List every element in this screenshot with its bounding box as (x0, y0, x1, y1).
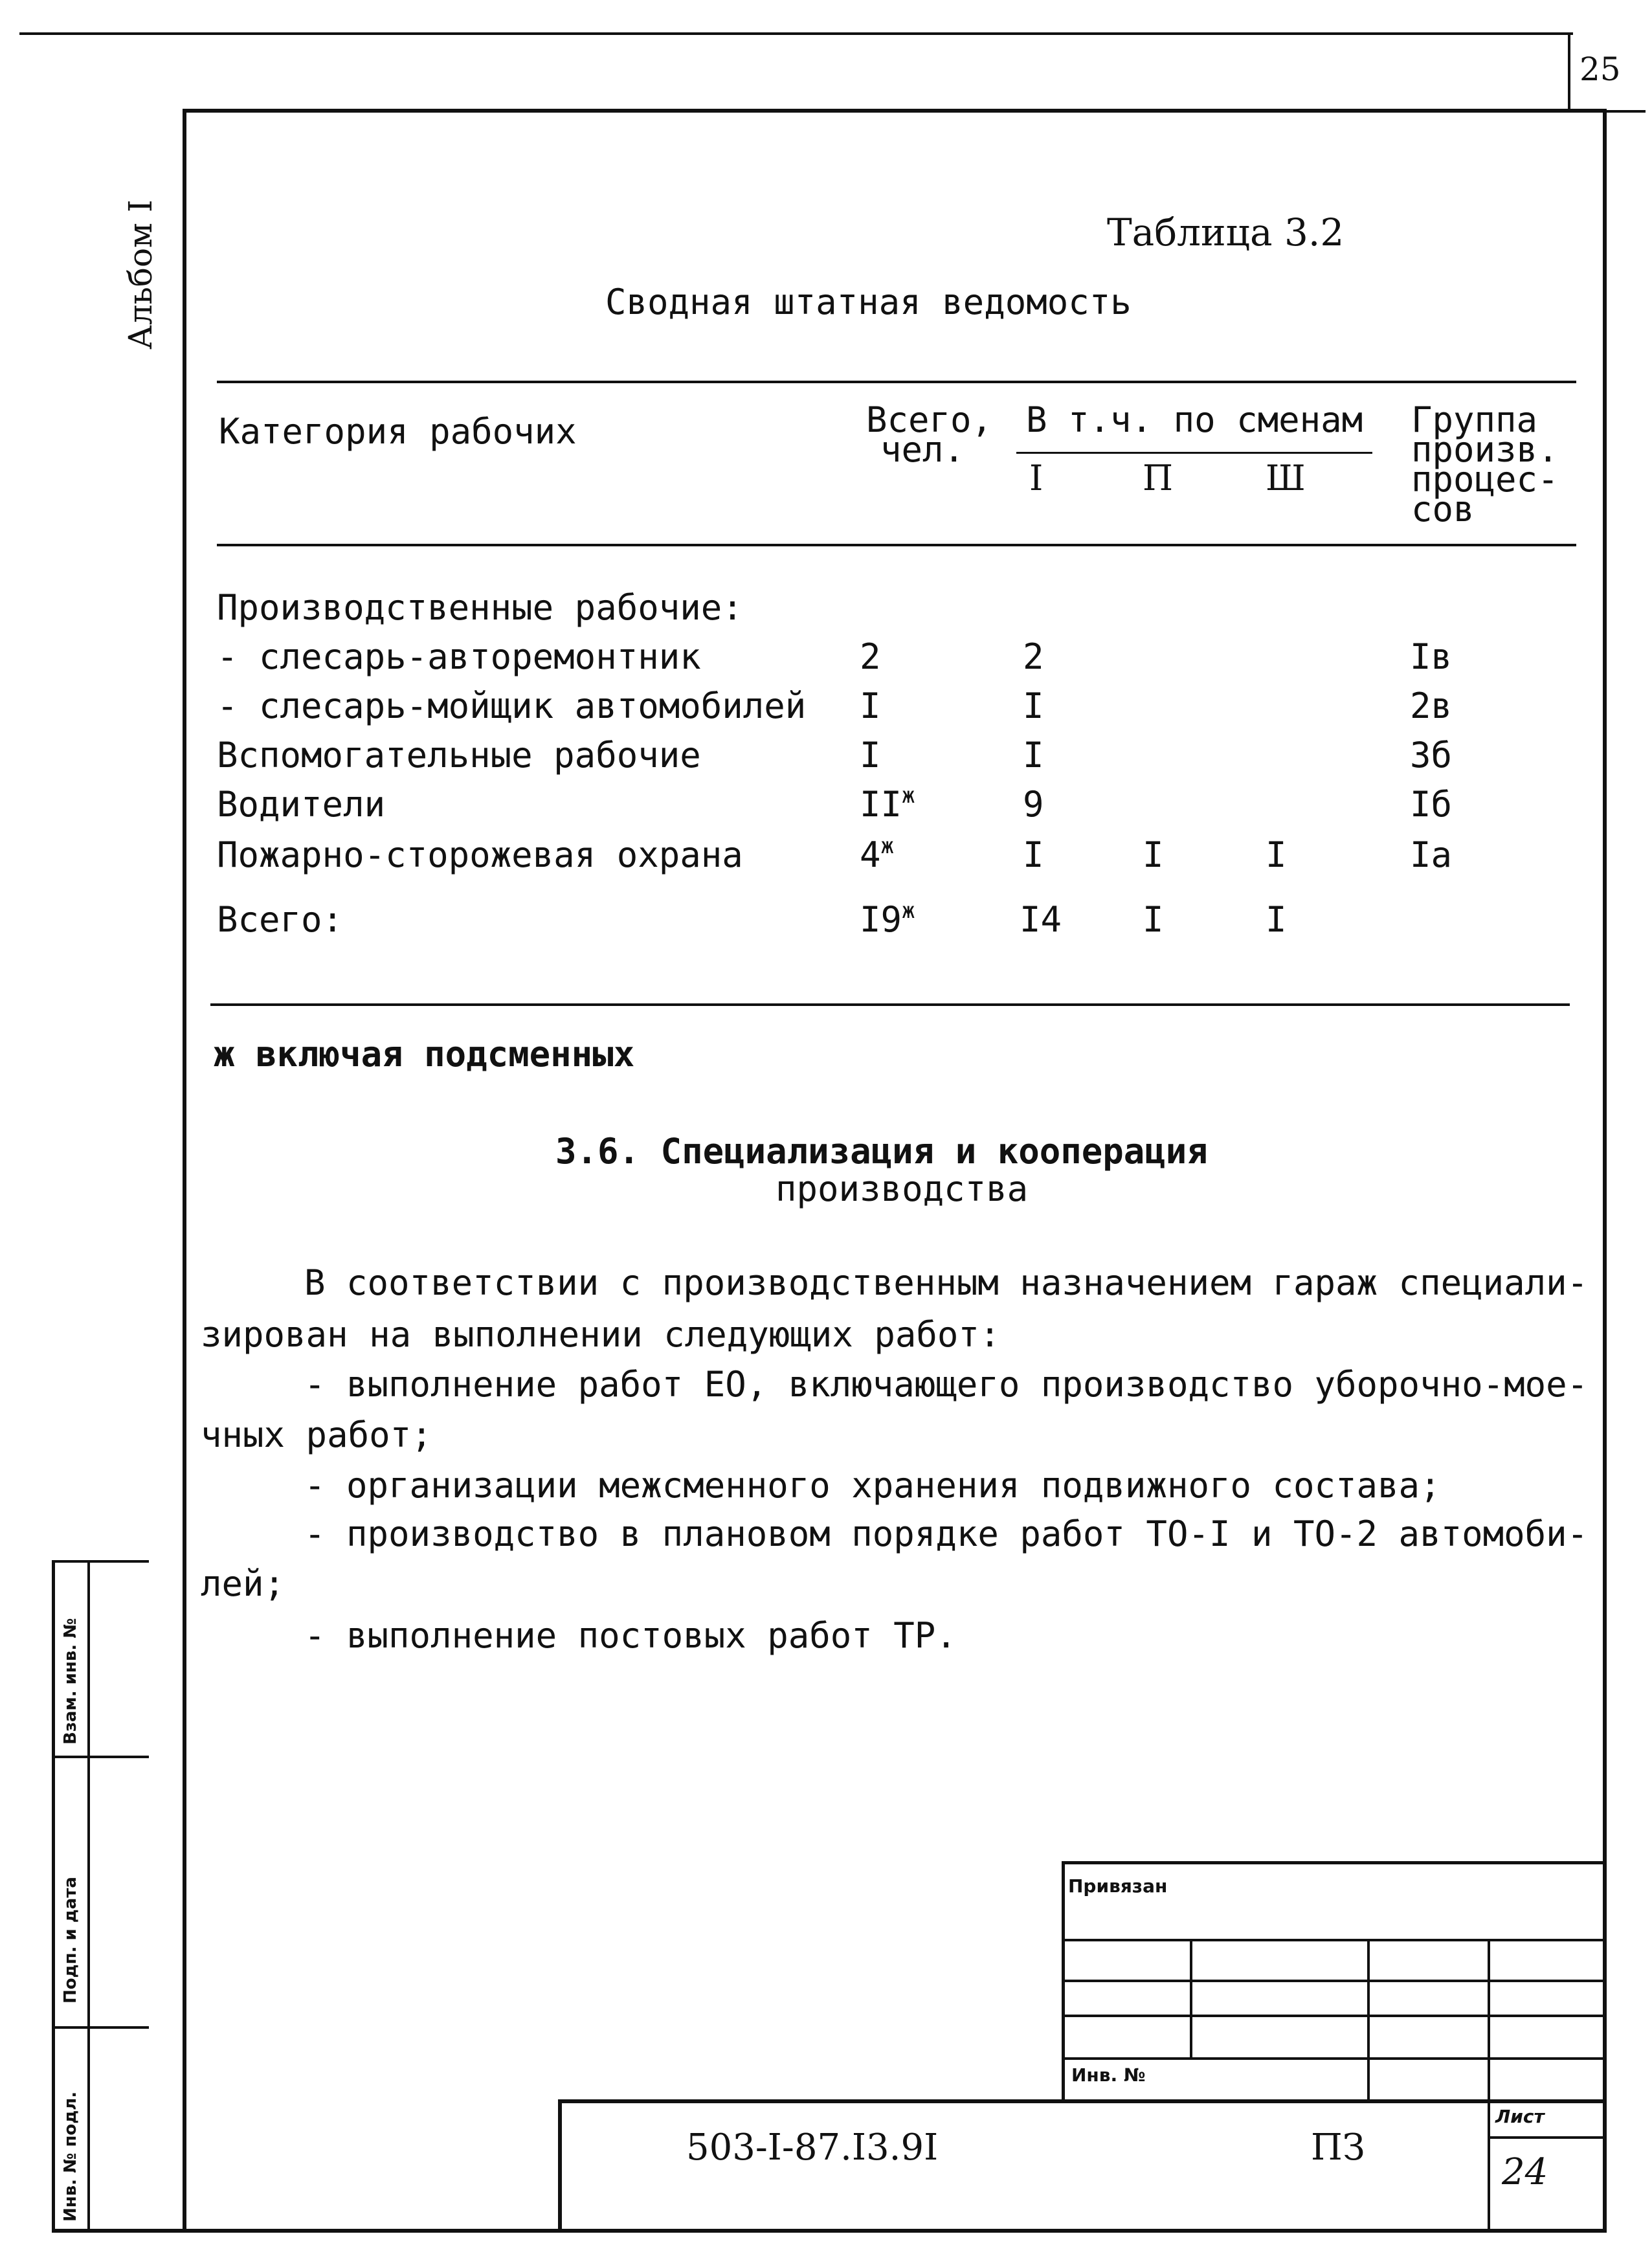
body-line: лей; (201, 1563, 285, 1604)
frame-right (1603, 109, 1607, 2232)
row-shift-1: I (1023, 834, 1044, 875)
row-group: Iа (1410, 834, 1453, 875)
row-shift-1: I4 (1020, 899, 1062, 940)
row-category: Водители (217, 784, 386, 825)
row-total: I (860, 735, 881, 776)
header-shift-1: I (1029, 458, 1044, 498)
row-shift-1: I (1023, 686, 1044, 726)
row-shift-2: I (1143, 899, 1164, 940)
body-line: чных работ; (201, 1414, 432, 1455)
row-shift-1: 2 (1023, 636, 1044, 677)
table-caption: Таблица 3.2 (1107, 210, 1345, 254)
header-shift-3: Ш (1266, 458, 1306, 498)
header-shift-2: П (1143, 458, 1174, 498)
side-stamp-vzam-inv: Взам. инв. № (61, 1618, 80, 1745)
row-shift-2: I (1143, 834, 1164, 875)
frame-bottom (52, 2229, 1607, 2233)
header-group-3: процес- (1411, 459, 1559, 500)
row-category: Пожарно-сторожевая охрана (217, 834, 743, 875)
body-line: - организации межсменного хранения подвижного состава; (304, 1465, 1441, 1506)
body-line: - выполнение постовых работ ТР. (304, 1615, 957, 1656)
body-line: зирован на выполнении следующих работ: (201, 1314, 1001, 1355)
row-shift-1: 9 (1023, 784, 1044, 825)
header-group-1: Группа (1411, 399, 1538, 440)
corner-box-left (1568, 32, 1570, 111)
row-total: $I9^ж$ (860, 898, 915, 940)
table-bottom-rule (210, 1003, 1570, 1006)
header-shifts: В т.ч. по сменам (1026, 399, 1363, 440)
frame-top (183, 109, 1605, 113)
row-category: - слесарь-мойщик автомобилей (217, 686, 807, 726)
body-line: - выполнение работ ЕО, включающего производство уборочно-мое- (304, 1364, 1589, 1405)
side-stamp-podp-data: Подп. и дата (61, 1877, 80, 2004)
title-block-list-label: Лист (1495, 2106, 1545, 2127)
row-total: $II^ж$ (860, 783, 915, 825)
row-shift-1: I (1023, 735, 1044, 776)
section-label: Производственные рабочие: (217, 587, 743, 628)
row-total: I (860, 686, 881, 726)
title-block-privyazan: Привязан (1068, 1875, 1168, 1897)
title-block-inv-no: Инв. № (1071, 2064, 1146, 2086)
header-group-4: сов (1411, 489, 1475, 530)
row-category: - слесарь-авторемонтник (217, 636, 701, 677)
header-total-2: чел. (880, 429, 965, 470)
row-group: Iв (1410, 636, 1453, 677)
row-group: 2в (1410, 686, 1453, 726)
side-stamp-inv-podl: Инв. № подл. (61, 2091, 80, 2222)
row-group: 3б (1410, 735, 1453, 776)
table-footnote: ж включая подсменных (214, 1034, 635, 1075)
header-total-1: Всего, (866, 399, 993, 440)
row-group: Iб (1410, 784, 1453, 825)
row-shift-3: I (1266, 899, 1287, 940)
frame-left (183, 109, 186, 2232)
title-block-doc-code: 503-I-87.I3.9I (686, 2127, 939, 2169)
row-category: Вспомогательные рабочие (217, 735, 701, 776)
row-shift-3: I (1266, 834, 1287, 875)
body-line: В соответствии с производственным назначением гараж специали- (304, 1262, 1589, 1303)
row-total: 2 (860, 636, 881, 677)
top-rule (19, 32, 1573, 35)
corner-page-number: 25 (1579, 50, 1621, 88)
title-block-doc-type: ПЗ (1311, 2127, 1365, 2169)
header-category: Категория рабочих (219, 411, 577, 452)
body-line: - производство в плановом порядке работ ТО-I и ТО-2 автомоби- (304, 1513, 1589, 1554)
table-title: Сводная штатная ведомость (605, 282, 1132, 322)
header-bottom-rule (217, 544, 1576, 546)
section-heading: 3.6. Специализация и кооперация (555, 1131, 1208, 1172)
row-total: $4^ж$ (860, 833, 894, 875)
header-group-2: произв. (1411, 429, 1559, 470)
title-block-list-no: 24 (1502, 2151, 1548, 2193)
table-top-rule (217, 381, 1576, 383)
album-label: Альбом I (122, 199, 159, 350)
shift-header-rule (1016, 452, 1372, 454)
row-category: Всего: (217, 899, 344, 940)
section-heading-cont: производства (776, 1168, 1029, 1209)
